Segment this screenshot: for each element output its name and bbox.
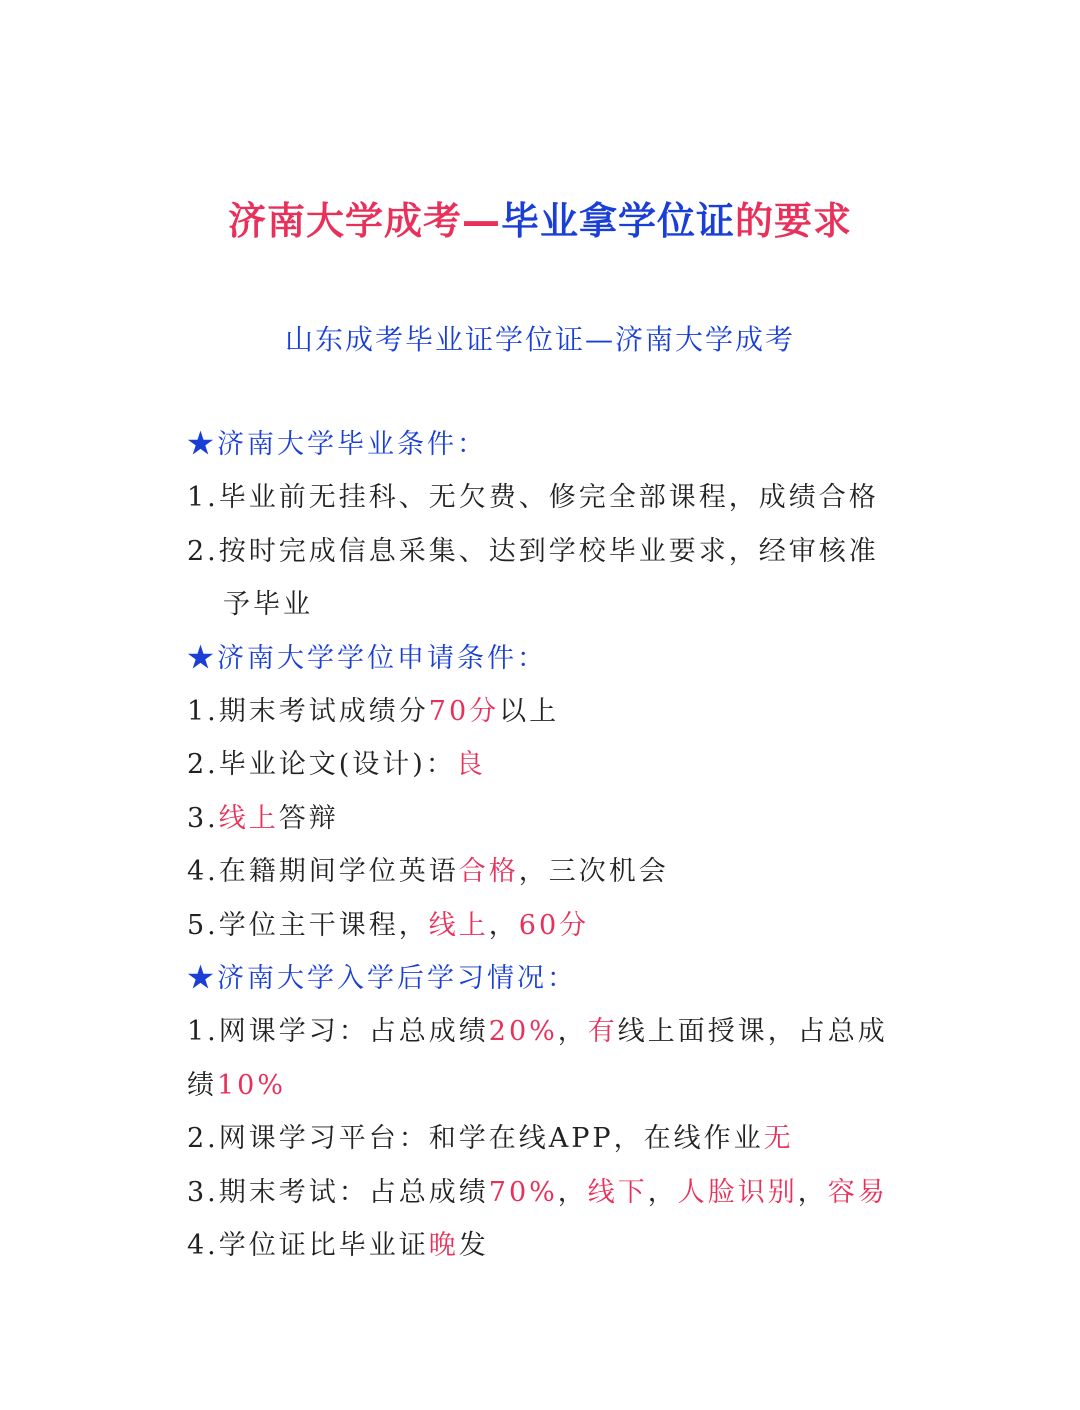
item-highlight: 线下	[587, 1176, 648, 1208]
item-text: ，	[488, 909, 519, 941]
item-highlight: 有	[587, 1016, 618, 1048]
page-subtitle: 山东成考毕业证学位证—济南大学成考	[284, 323, 795, 356]
page-title	[0, 190, 1080, 245]
list-item	[187, 1005, 907, 1058]
item-text: 1.期末考试成绩分	[187, 696, 429, 728]
item-highlight: 线上	[428, 909, 489, 941]
item-text: 答辩	[278, 802, 339, 834]
list-item: 2.按时完成信息采集、达到学校毕业要求，经审核准	[187, 535, 879, 567]
list-item	[187, 899, 907, 952]
title-part-2: 毕业拿学位证	[500, 199, 735, 243]
item-text: 4.学位证比毕业证	[187, 1230, 429, 1262]
item-text: 发	[458, 1230, 489, 1262]
list-item	[187, 738, 907, 791]
item-text: 3.	[187, 802, 219, 834]
item-text: 3.期末考试：占总成绩	[187, 1176, 489, 1208]
item-text: 1.网课学习：占总成绩	[187, 1016, 489, 1048]
item-highlight: 70%	[488, 1176, 558, 1208]
content-body	[187, 418, 907, 1273]
item-text: 绩	[187, 1069, 217, 1101]
item-text: 5.学位主干课程，	[187, 909, 429, 941]
item-text: ，	[557, 1176, 588, 1208]
list-item	[187, 1219, 907, 1272]
list-item	[187, 845, 907, 898]
item-text: ，三次机会	[518, 856, 669, 888]
item-highlight: 10%	[217, 1069, 287, 1101]
list-item: 1.毕业前无挂科、无欠费、修完全部课程，成绩合格	[187, 482, 879, 514]
list-item	[187, 1166, 907, 1219]
item-text: 以上	[499, 696, 560, 728]
item-highlight: 良	[455, 749, 486, 781]
item-highlight: 容易	[827, 1176, 888, 1208]
item-highlight: 60分	[518, 909, 590, 941]
list-item-continuation: 予毕业	[223, 589, 313, 621]
item-highlight: 20%	[488, 1016, 558, 1048]
section-heading-degree: ★济南大学学位申请条件：	[187, 642, 547, 674]
title-part-3: 的要求	[735, 199, 853, 243]
item-text: 4.在籍期间学位英语	[187, 856, 459, 888]
item-highlight: 合格	[458, 856, 519, 888]
list-item-continuation	[187, 1059, 907, 1112]
list-item	[187, 792, 907, 845]
section-heading-graduation: ★济南大学毕业条件：	[187, 429, 487, 460]
item-highlight: 无	[763, 1123, 794, 1155]
section-heading-study: ★济南大学入学后学习情况：	[187, 963, 577, 995]
item-text: 线上面授课，占总成	[617, 1016, 888, 1048]
item-highlight: 人脸识别	[677, 1176, 798, 1208]
item-text: 2.网课学习平台：和学在线APP，在线作业	[187, 1123, 764, 1155]
list-item	[187, 1112, 907, 1165]
item-text: ，	[647, 1176, 678, 1208]
item-highlight: 线上	[218, 802, 279, 834]
title-part-1: 济南大学成考—	[227, 199, 501, 243]
list-item	[187, 685, 907, 738]
item-text: 2.毕业论文(设计)：	[187, 749, 456, 781]
item-highlight: 70分	[428, 696, 500, 728]
item-text: ，	[797, 1176, 828, 1208]
item-text: ，	[557, 1016, 588, 1048]
item-highlight: 晚	[428, 1230, 459, 1262]
